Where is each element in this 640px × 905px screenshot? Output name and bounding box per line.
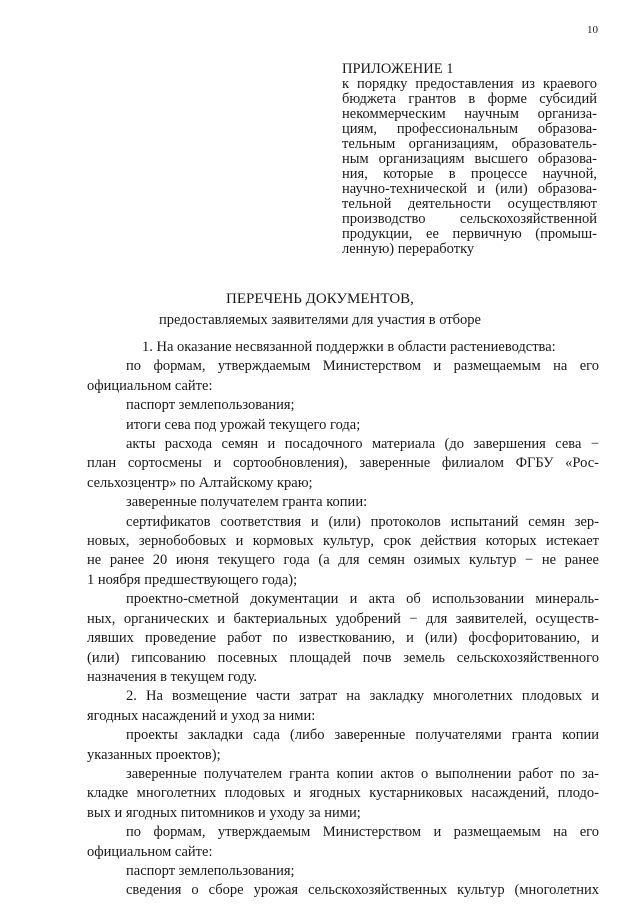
- page-number: 10: [587, 24, 598, 36]
- appendix-block: [342, 62, 597, 257]
- body-line: кладке многолетних плодовых и ягодных кустарниковых насаждений, плодо-: [87, 785, 599, 802]
- document-title: ПЕРЕЧЕНЬ ДОКУМЕНТОВ,: [226, 291, 414, 307]
- appendix-text: [342, 77, 597, 257]
- body-line: заверенные получателем гранта копии актов о выполнении работ по за-: [126, 765, 599, 782]
- body-line: паспорт землепользования;: [126, 397, 295, 414]
- body-line: проекты закладки сада (либо заверенные получателями гранта копии: [126, 727, 599, 744]
- body-line: сертификатов соответствия и (или) протоколов испытаний семян зер-: [126, 513, 599, 530]
- body-line: проектно-сметной документации и акта об использовании минераль-: [126, 591, 599, 608]
- appendix-line: бюджета грантов в форме субсидий: [342, 91, 597, 107]
- body-line: паспорт землепользования;: [126, 862, 295, 879]
- body-line: 1 ноября предшествующего года);: [87, 571, 298, 588]
- body-line: итоги сева под урожай текущего года;: [126, 416, 361, 433]
- body-line: указанных проектов);: [87, 746, 221, 763]
- body-line: 2. На возмещение части затрат на закладку многолетних плодовых и: [126, 688, 599, 705]
- appendix-line: ленную) переработку: [342, 241, 475, 257]
- appendix-line: производство сельскохозяйственной: [342, 211, 597, 227]
- body-line: официальном сайте:: [87, 843, 213, 860]
- body-line: по формам, утверждаемым Министерством и размещаемым на его: [126, 358, 599, 375]
- appendix-line: циям, профессиональным образова-: [342, 121, 597, 137]
- appendix-line: тельным организациям, образователь-: [342, 136, 597, 152]
- body-line: заверенные получателем гранта копии:: [126, 494, 368, 511]
- appendix-line: к порядку предоставления из краевого: [342, 76, 597, 92]
- body-line: (или) гипсованию посевных площадей почв земель сельскохозяйственного: [87, 649, 599, 666]
- appendix-line: некоммерческим научным организа-: [342, 106, 597, 122]
- body-line: не ранее 20 июня текущего года (а для семян озимых культур − не ранее: [87, 552, 599, 569]
- body-line: официальном сайте:: [87, 377, 213, 394]
- appendix-title: ПРИЛОЖЕНИЕ 1: [342, 61, 454, 77]
- body-line: акты расхода семян и посадочного материала (до завершения сева −: [126, 436, 599, 453]
- body-line: новых, зернобобовых и кормовых культур, срок действия которых истекает: [87, 533, 599, 550]
- body-line: 1. На оказание несвязанной поддержки в области растениеводства:: [142, 339, 556, 355]
- body-line: вых и ягодных питомников и уходу за ними;: [87, 804, 361, 821]
- document-body: [87, 338, 599, 901]
- appendix-line: ным организациям высшего образова-: [342, 151, 597, 167]
- body-line: сведения о сборе урожая сельскохозяйственных культур (многолетних: [126, 882, 599, 899]
- body-line: лявших проведение работ по известкованию, и (или) фосфоритованию, и: [87, 630, 599, 647]
- body-line: по формам, утверждаемым Министерством и размещаемым на его: [126, 824, 599, 841]
- body-line: назначения в текущем году.: [87, 668, 258, 685]
- appendix-line: ния, которые в процессе научной,: [342, 166, 597, 182]
- appendix-line: научно-технической и (или) образова-: [342, 181, 597, 197]
- appendix-line: тельной деятельности осуществляют: [342, 196, 597, 212]
- body-line: ягодных насаждений и уход за ними:: [87, 707, 316, 724]
- body-line: ных, органических и бактериальных удобрений − для заявителей, осуществ-: [87, 610, 599, 627]
- appendix-line: продукции, ее первичную (промыш-: [342, 226, 597, 242]
- body-line: сельхозцентр» по Алтайскому краю;: [87, 474, 313, 491]
- document-subtitle: предоставляемых заявителями для участия в отборе: [159, 312, 481, 328]
- body-line: план сортосмены и сортообновления), заверенные филиалом ФГБУ «Рос-: [87, 455, 599, 472]
